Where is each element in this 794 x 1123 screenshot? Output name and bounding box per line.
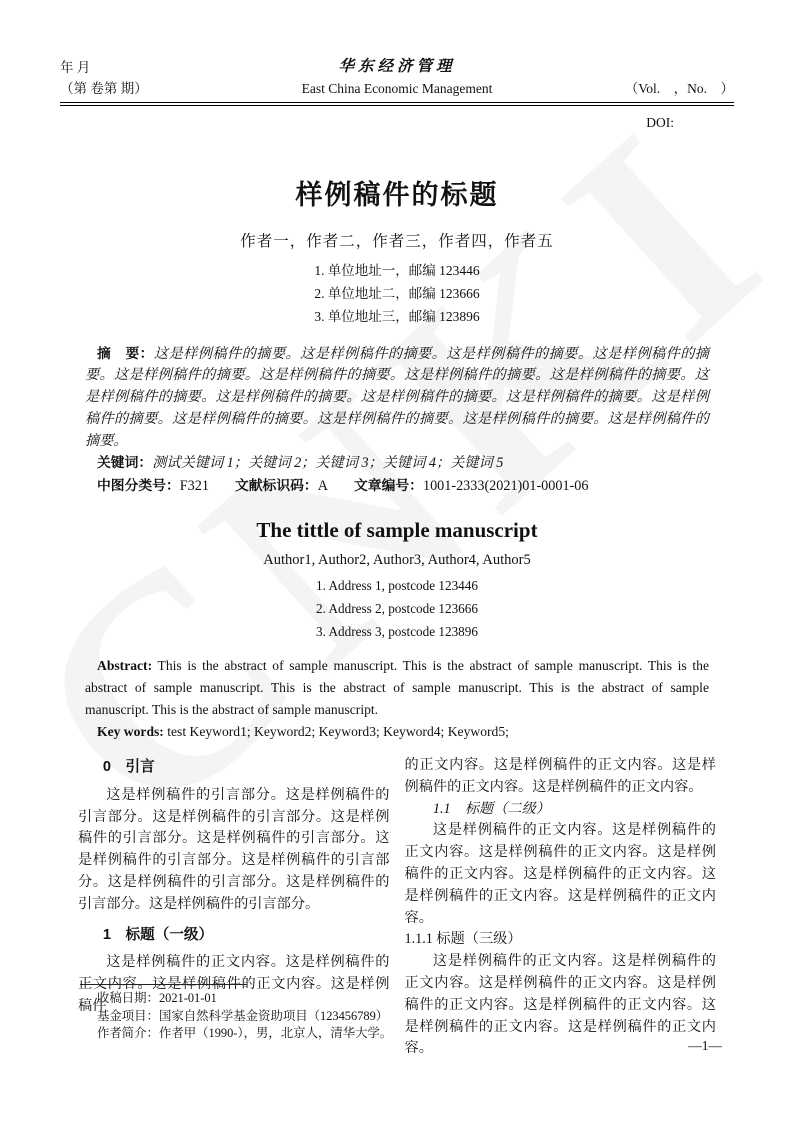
abstract-block-cn xyxy=(85,343,709,499)
footnote-funding: 基金项目：国家自然科学基金资助项目（123456789） xyxy=(97,1008,389,1023)
header-double-rule xyxy=(60,102,734,106)
article-id-value: 1001-2333(2021)01-0001-06 xyxy=(422,478,589,495)
body-paragraph-level3: 这是样例稿件的正文内容。这是样例稿件的正文内容。这是样例稿件的正文内容。这是样例稿件的正文内容。这是样例稿件的正文内容。这是样例稿件的正文内容。这是样例稿件的正文内容。 xyxy=(404,953,716,1057)
abstract-label-cn: 摘 要： xyxy=(97,345,154,361)
affiliation-en-2: 2. Address 2, postcode 123666 xyxy=(316,601,478,617)
abstract-text-en: This is the abstract of sample manuscript. This is the abstract of sample manuscript. This is the abstract of sample manuscript. This is the abstract of sample manuscript. This is the abstract of sample manuscript. This is the abstract of sample manuscript. xyxy=(85,658,709,718)
keywords-en-line xyxy=(85,721,709,743)
footnote-rule xyxy=(80,984,247,985)
doc-code-label: 文献标识码： xyxy=(234,478,318,494)
abstract-block-en xyxy=(85,655,709,743)
affiliation-cn-1: 1. 单位地址一，邮编 123446 xyxy=(314,262,480,278)
classification-line xyxy=(85,475,709,498)
authors-cn: 作者一，作者二，作者三，作者四，作者五 xyxy=(240,232,554,250)
issue-volume-en: （Vol. ，No. ） xyxy=(624,81,734,96)
keywords-text-en: test Keyword1; Keyword2; Keyword3; Keyword4; Keyword5; xyxy=(163,724,509,740)
body-paragraph-level1-continued: 的正文内容。这是样例稿件的正文内容。这是样例稿件的正文内容。这是样例稿件的正文内容。 xyxy=(404,757,716,795)
doi-label: DOI: xyxy=(646,114,674,130)
authors-en: Author1, Author2, Author3, Author4, Author5 xyxy=(263,552,531,569)
footnote-author-bio: 作者简介：作者甲（1990-），男，北京人，清华大学。 xyxy=(97,1026,393,1040)
keywords-cn-line xyxy=(85,452,709,475)
keywords-label-en: Key words: xyxy=(97,724,164,740)
body-paragraph-level2: 这是样例稿件的正文内容。这是样例稿件的正文内容。这是样例稿件的正文内容。这是样例稿件的正文内容。这是样例稿件的正文内容。这是样例稿件的正文内容。这是样例稿件的正文内容。 xyxy=(404,822,716,926)
abstract-en-paragraph xyxy=(85,655,709,721)
section-heading-level1: 1 标题（一级） xyxy=(102,926,214,943)
abstract-cn-paragraph xyxy=(85,343,709,453)
running-head-row2 xyxy=(60,76,734,97)
issue-volume-cn: （第 卷第 期） xyxy=(60,81,148,96)
issue-date: 年 月 xyxy=(60,60,91,75)
abstract-label-en: Abstract: xyxy=(97,658,153,674)
abstract-text-cn: 这是样例稿件的摘要。这是样例稿件的摘要。这是样例稿件的摘要。这是样例稿件的摘要。这是样例稿件的摘要。这是样例稿件的摘要。这是样例稿件的摘要。这是样例稿件的摘要。这是样例稿件的摘要。这是样例稿件的摘要。这是样例稿件的摘要。这是样例稿件的摘要。这是样例稿件的摘要。这是样例稿件的摘要。这是样例稿件的摘要。这是样例稿件的摘要。这是样例稿件的摘要。 xyxy=(85,345,709,449)
section-heading-level2: 1.1 标题（二级） xyxy=(432,800,550,817)
paper-title-en: The tittle of sample manuscript xyxy=(256,518,538,543)
journal-title-en: East China Economic Management xyxy=(301,81,493,96)
article-id-label: 文章编号： xyxy=(353,478,423,494)
paper-title-cn: 样例稿件的标题 xyxy=(295,179,499,210)
intro-paragraph: 这是样例稿件的引言部分。这是样例稿件的引言部分。这是样例稿件的引言部分。这是样例稿件的引言部分。这是样例稿件的引言部分。这是样例稿件的引言部分。这是样例稿件的引言部分。这是样例稿件的引言部分。这是样例稿件的引言部分。这是样例稿件的引言部分。 xyxy=(78,786,390,912)
clc-label: 中图分类号： xyxy=(97,478,180,494)
body-paragraph-level1-left: 这是样例稿件的正文内容。这是样例稿件的正文内容。这是样例稿件的正文内容。这是样例稿件 xyxy=(78,954,390,1015)
footnote-received-date: 收稿日期：2021-01-01 xyxy=(97,991,217,1005)
journal-title-cn: 华东经济管理 xyxy=(338,58,456,75)
affiliation-en-1: 1. Address 1, postcode 123446 xyxy=(316,578,478,594)
keywords-label-cn: 关键词： xyxy=(97,455,153,471)
affiliation-cn-3: 3. 单位地址三，邮编 123896 xyxy=(314,308,480,324)
keywords-text-cn: 测试关键词 1；关键词 2；关键词 3；关键词 4；关键词 5 xyxy=(152,455,504,472)
clc-value: F321 xyxy=(179,478,209,495)
affiliation-cn-2: 2. 单位地址二，邮编 123666 xyxy=(314,285,480,301)
doc-code-value: A xyxy=(317,478,328,495)
section-heading-level3: 1.1.1 标题（三级） xyxy=(404,931,522,948)
section-heading-intro: 0 引言 xyxy=(102,759,155,776)
footnote-block xyxy=(60,984,620,1043)
affiliation-en-3: 3. Address 3, postcode 123896 xyxy=(316,624,478,640)
page-number: —1— xyxy=(688,1038,722,1053)
running-head-row1 xyxy=(60,56,734,76)
